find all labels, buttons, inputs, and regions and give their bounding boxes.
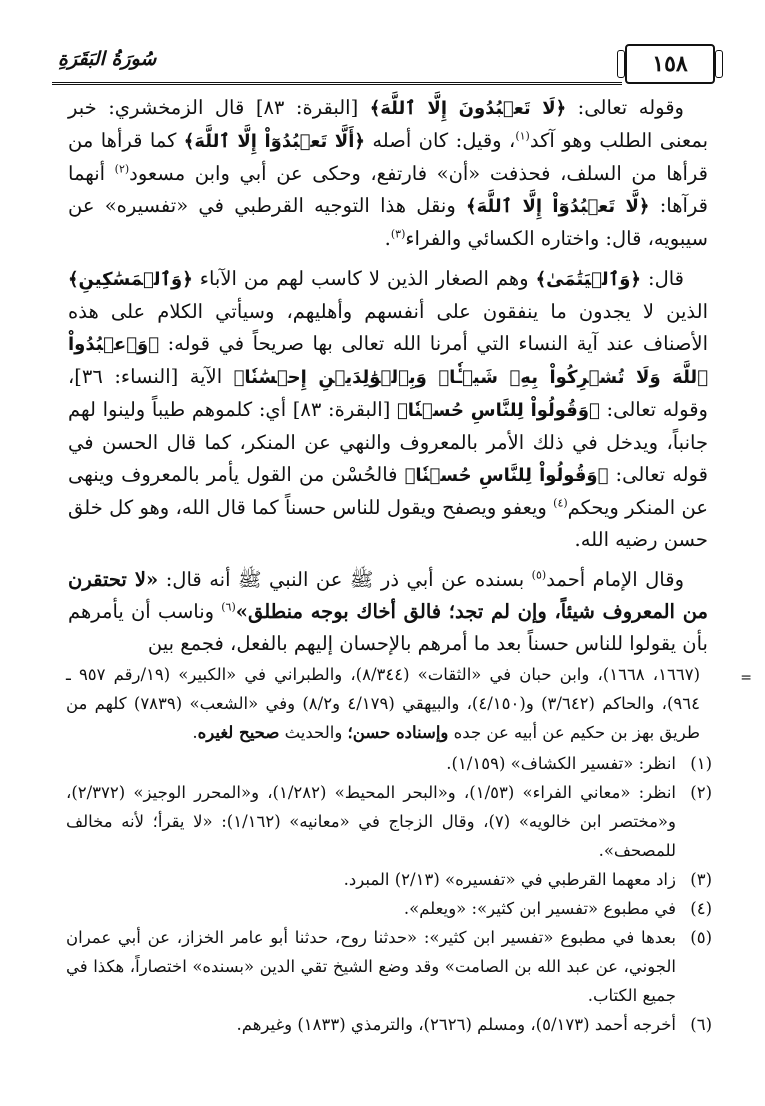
footnote-text: أخرجه أحمد (٥/١٧٣)، ومسلم (٢٦٢٦)، والترمذي (١٨٣٣) وغيرهم. — [236, 1015, 676, 1034]
footnote-text: بعدها في مطبوع «تفسير ابن كثير»: «حدثنا روح، حدثنا أبو عامر الخزاز، عن أبي عمران الجوني، عن عبد الله بن الصامت» وقد وضع الشيخ تقي الدين «بسنده» اختصاراً، هكذا في جميع الكتاب. — [66, 928, 676, 1005]
paragraph-2 — [68, 263, 708, 556]
text-run: [البقرة: ٨٣] أي: كلموهم طيباً ولينوا لهم جانباً، ويدخل في ذلك الأمر بالمعروف والنهي عن المنكر، كما قال الحسن في قوله تعالى: — [68, 398, 709, 486]
footnote-item — [66, 923, 712, 1010]
page-number: ١٥٨ — [625, 44, 715, 84]
page-header — [40, 30, 720, 86]
text-run: والحديث — [279, 723, 348, 742]
text-run: [البقرة: ٨٣] قال الزمخشري: خبر بمعنى الطلب وهو آكد — [68, 96, 709, 152]
quran-verse: ﴿وَٱلۡمَسَٰكِينِ﴾ — [68, 269, 193, 290]
text-run: صحيح لغيره — [197, 723, 280, 742]
footnote-ref[interactable]: (٥) — [531, 568, 547, 582]
footnote-list — [66, 749, 712, 1039]
footnote-number: (١) — [690, 754, 712, 773]
footnote-number: (٥) — [690, 928, 712, 947]
header-rule — [52, 82, 622, 85]
text-run: ، وقيل: كان أصله — [364, 129, 516, 152]
text-run: فالحُسْن من القول يأمر بالمعروف وينهى عن المنكر ويحكم — [68, 463, 708, 519]
footnote-ref[interactable]: (١) — [515, 129, 530, 143]
footnote-number: (٢) — [690, 783, 712, 802]
text-run: كما قرأها من قرأها من السلف، فحذفت «أن» فارتفع، وحكى عن أبي وابن مسعود — [68, 129, 708, 185]
text-run: ونقل هذا التوجيه القرطبي في «تفسيره» عن سيبويه، قال: واختاره الكسائي والفراء — [68, 194, 708, 250]
text-run: وناسب أن يأمرهم بأن يقولوا للناس حسناً بعد ما أمرهم بالإحسان إليهم بالفعل، فجمع بين — [68, 600, 708, 655]
paragraph-1 — [68, 92, 708, 255]
text-run: الذين لا يجدون ما ينفقون على أنفسهم وأهليهم، وسيأتي الكلام على هذه الأصناف عند آية النساء التي أمرنا الله تعالى بها صريحاً في قوله: — [68, 300, 708, 355]
footnote-text: في مطبوع «تفسير ابن كثير»: «ويعلم». — [403, 899, 676, 918]
footnote-item — [66, 1010, 712, 1039]
paragraph-3 — [68, 564, 708, 660]
footnote-text: زاد معهما القرطبي في «تفسيره» (٢/١٣) المبرد. — [343, 870, 676, 889]
footnote-ref[interactable]: (٣) — [390, 227, 406, 241]
footnote-text: انظر: «معاني الفراء» (١/٥٣)، و«البحر المحيط» (١/٢٨٢)، و«المحرر الوجيز» (٢/٣٧٢)، و«مختصر ابن خالويه» (٧)، وقال الزجاج في «معانيه» (١/١٦٢): «لا يقرأ؛ لأنه مخالف للمصحف». — [66, 783, 676, 860]
text-run: (١٦٦٧، ١٦٦٨)، وابن حبان في «الثقات» (٨/٣٤٤)، والطبراني في «الكبير» (١٩/رقم ٩٥٧ ـ ٩٦٤)، والحاكم (٣/٦٤٢) و(٤/١٥٠)، والبيهقي (٤/١٧٩ و٨/٢) وفي «الشعب» (٧٨٣٩) كلهم من طريق بهز بن حكيم عن أبيه عن جده — [66, 665, 701, 742]
footnote-item — [66, 778, 712, 865]
footnote-continuation — [66, 660, 752, 747]
footnote-ref[interactable]: (٤) — [553, 496, 568, 510]
footnote-number: (٦) — [690, 1015, 712, 1034]
text-run: وهم الصغار الذين لا كاسب لهم من الآباء — [192, 267, 536, 290]
continuation-marker: = — [740, 670, 752, 686]
footnote-item — [66, 749, 712, 778]
text-run: أنهما قرآها: — [68, 162, 708, 217]
footnotes — [66, 660, 752, 1039]
hadith-text: «لا تحتقرن من المعروف شيئاً، وإن لم تجد؛ فالق أخاك بوجه منطلق» — [68, 568, 708, 623]
text-run: الآية [النساء: ٣٦]، وقوله تعالى: — [68, 365, 708, 421]
footnote-item — [66, 865, 712, 894]
quran-verse: ﴿وَقُولُواْ لِلنَّاسِ حُسۡنٗا﴾ — [404, 465, 609, 486]
quran-verse: ﴿وَقُولُواْ لِلنَّاسِ حُسۡنٗا﴾ — [397, 400, 600, 421]
surah-title: سُورَةُ البَقَرَةِ — [58, 48, 157, 70]
text-run: قال: — [640, 267, 684, 290]
quran-verse: ﴿أَلَّا تَعۡبُدُوٓاْ إِلَّا ٱللَّهَ﴾ — [183, 131, 365, 152]
quran-verse: ﴿وَٱلۡيَتَٰمَىٰ﴾ — [535, 269, 641, 290]
footnote-number: (٤) — [690, 899, 712, 918]
text-run: بسنده عن أبي ذر ﷺ عن النبي ﷺ أنه قال: — [158, 568, 532, 591]
footnote-number: (٣) — [690, 870, 712, 889]
main-text — [68, 92, 708, 668]
footnote-text: انظر: «تفسير الكشاف» (١/١٥٩). — [446, 754, 676, 773]
text-run: وإسناده حسن؛ — [347, 723, 449, 742]
quran-verse: ﴿لَّا تَعۡبُدُوٓاْ إِلَّا ٱللَّهَ﴾ — [466, 196, 650, 217]
text-run: وقوله تعالى: — [566, 96, 684, 119]
text-run: وقال الإمام أحمد — [546, 568, 684, 591]
footnote-item — [66, 894, 712, 923]
footnote-ref[interactable]: (٢) — [114, 162, 130, 176]
text-run: . — [384, 227, 391, 250]
quran-verse: ﴿وَٱعۡبُدُواْ ٱللَّهَ وَلَا تُشۡرِكُواْ بِهِۦ شَيۡـٔٗاۖ وَبِٱلۡوَٰلِدَيۡنِ إِحۡسَٰنٗا﴾ — [68, 334, 708, 388]
text-run: ويعفو ويصفح ويقول للناس حسناً كما قال الله، وهو كل خلق حسن رضيه الله. — [68, 496, 708, 551]
text-run: . — [192, 723, 198, 742]
footnote-ref[interactable]: (٦) — [221, 600, 236, 614]
quran-verse: ﴿لَا تَعۡبُدُونَ إِلَّا ٱللَّهَ﴾ — [369, 98, 567, 119]
